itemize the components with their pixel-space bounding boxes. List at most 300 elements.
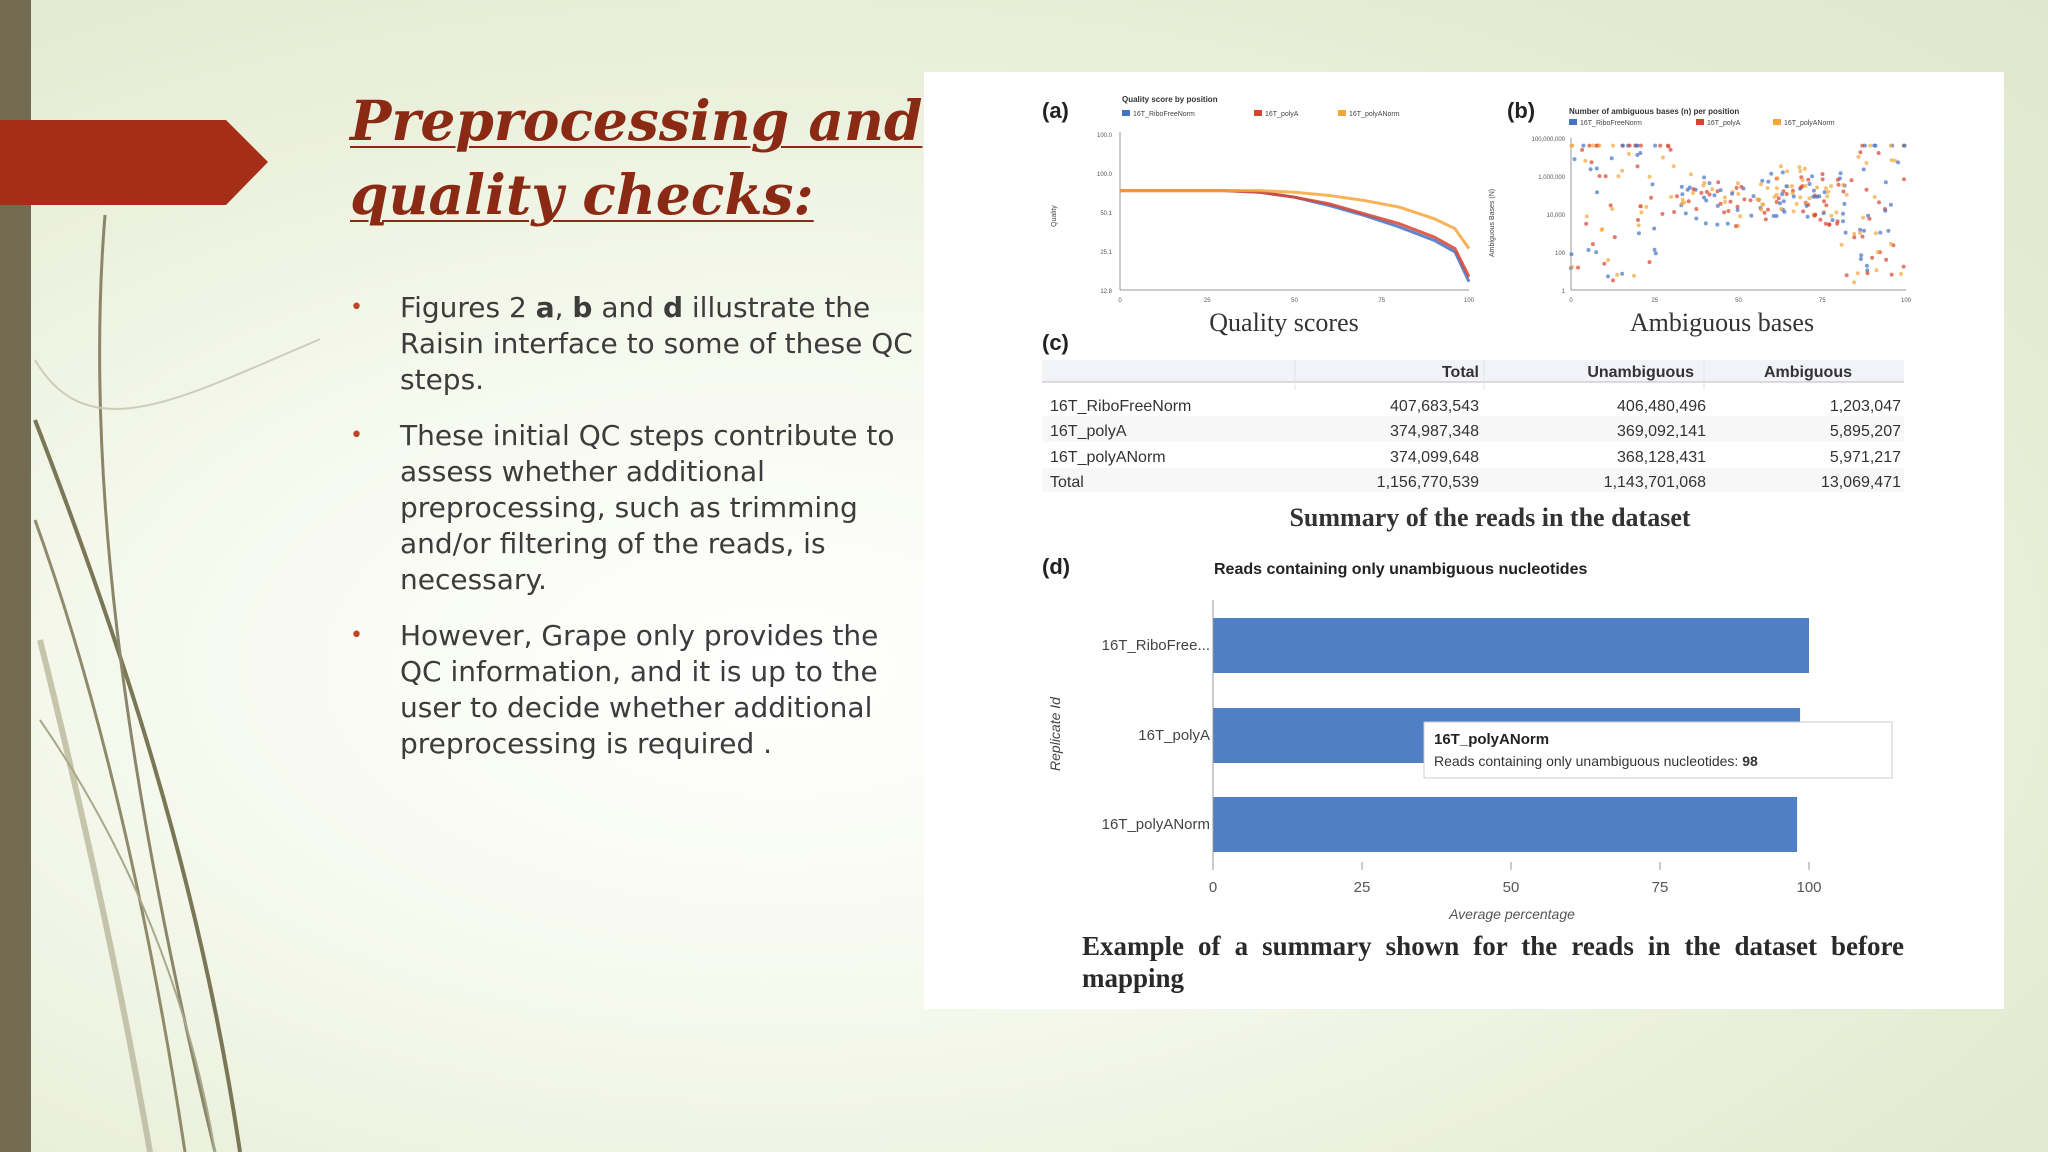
panel-b-point	[1584, 222, 1588, 226]
panel-b-point	[1591, 242, 1595, 246]
legend-swatch-red	[1696, 119, 1704, 125]
tooltip-value: 98	[1742, 753, 1758, 769]
panel-d-category-label: 16T_RiboFree...	[1101, 637, 1210, 654]
panel-b-point	[1806, 215, 1810, 219]
panel-b-point	[1627, 152, 1631, 156]
panel-b-point	[1694, 207, 1698, 211]
panel-b-point	[1896, 160, 1900, 164]
legend-swatch-orange	[1338, 110, 1346, 116]
title-line-2: quality checks:	[350, 162, 814, 227]
panel-b-point	[1639, 204, 1643, 208]
panel-b-point	[1635, 144, 1639, 148]
panel-b-point	[1779, 164, 1783, 168]
panel-b-point	[1606, 274, 1610, 278]
table-cell: 5,971,217	[1829, 449, 1901, 466]
panel-b-point	[1834, 210, 1838, 214]
panel-b-legend-2: 16T_polyA	[1707, 120, 1741, 127]
panel-a-series-line	[1120, 191, 1469, 282]
panel-b-point	[1759, 208, 1763, 212]
table-row	[1042, 442, 1904, 468]
panel-a-xticks	[1118, 298, 1474, 304]
panel-b-point	[1570, 252, 1574, 256]
panel-d-xtick-label: 100	[1796, 879, 1822, 896]
panel-a-ylabel: Quality	[1051, 205, 1058, 227]
panel-b-point	[1873, 195, 1877, 199]
panel-b-ytick-label: 1,000,000	[1538, 175, 1565, 181]
panel-a-legend-3: 16T_polyANorm	[1349, 111, 1400, 118]
panel-b-xtick-label: 100	[1900, 298, 1912, 304]
panel-a-ytick-label: 50.1	[1100, 211, 1112, 217]
panel-b-point	[1852, 232, 1856, 236]
panel-b-point	[1591, 144, 1595, 148]
table-row	[1042, 416, 1904, 442]
tooltip-text	[1434, 753, 1758, 769]
panel-b-point	[1684, 211, 1688, 215]
panel-b-point	[1821, 172, 1825, 176]
panel-b-point	[1841, 212, 1845, 216]
panel-b-point	[1861, 235, 1865, 239]
panel-b-point	[1636, 218, 1640, 222]
panel-b-point	[1637, 231, 1641, 235]
panel-b-point	[1798, 169, 1802, 173]
panel-b-point	[1824, 203, 1828, 207]
panel-b-point	[1874, 231, 1878, 235]
panel-d-tooltip	[1424, 722, 1892, 778]
panel-a-ytick-label: 100.0	[1096, 133, 1112, 139]
panel-b-point	[1708, 193, 1712, 197]
panel-b-point	[1716, 180, 1720, 184]
panel-b-point	[1672, 164, 1676, 168]
panel-b-label: (b)	[1507, 98, 1536, 123]
panel-b-point	[1865, 188, 1869, 192]
panel-b-point	[1842, 202, 1846, 206]
figure-graphic	[924, 72, 2004, 1009]
panel-b-title: Number of ambiguous bases (n) per position	[1569, 107, 1740, 116]
table-cell: 5,895,207	[1829, 423, 1901, 440]
panel-b-point	[1576, 266, 1580, 270]
figure-panel	[924, 72, 2004, 1009]
bullet-1-text-pre: Figures 2	[400, 291, 536, 324]
panel-b-point	[1780, 192, 1784, 196]
panel-b-point	[1716, 189, 1720, 193]
panel-b-point	[1769, 172, 1773, 176]
bullet-dot: •	[350, 295, 363, 320]
panel-b-point	[1729, 200, 1733, 204]
panel-b-point	[1648, 260, 1652, 264]
panel-b-point	[1868, 144, 1872, 148]
panel-b-point	[1889, 242, 1893, 246]
panel-a-yticks	[1097, 133, 1113, 295]
panel-c-label: (c)	[1042, 330, 1069, 355]
panel-b-points	[1569, 144, 1907, 285]
panel-b-point	[1652, 227, 1656, 231]
panel-b-point	[1735, 186, 1739, 190]
panel-a-ytick-label: 25.1	[1100, 250, 1112, 256]
panel-b-point	[1836, 178, 1840, 182]
legend-swatch-blue	[1569, 119, 1577, 125]
table-body	[1042, 390, 1904, 492]
panel-b-point	[1749, 198, 1753, 202]
panel-b-point	[1860, 144, 1864, 148]
panel-b-point	[1726, 222, 1730, 226]
panel-b-yticks	[1532, 137, 1566, 295]
panel-b-point	[1616, 174, 1620, 178]
panel-b-point	[1865, 161, 1869, 165]
bullet-item-1	[342, 290, 922, 398]
panel-b-point	[1699, 191, 1703, 195]
panel-b-point	[1702, 181, 1706, 185]
panel-b-point	[1760, 179, 1764, 183]
panel-b-point	[1680, 192, 1684, 196]
bullet-dot: •	[350, 423, 363, 448]
panel-b-point	[1818, 218, 1822, 222]
panel-b-legend	[1569, 119, 1835, 127]
panel-b-point	[1902, 144, 1906, 148]
panel-b-point	[1850, 178, 1854, 182]
panel-b-point	[1792, 195, 1796, 199]
panel-d-bar	[1213, 618, 1809, 673]
table-cell: 368,128,431	[1617, 449, 1706, 466]
panel-b-point	[1775, 186, 1779, 190]
panel-a-ytick-label: 100.0	[1096, 172, 1112, 178]
panel-b-point	[1723, 200, 1727, 204]
table-cell: 1,156,770,539	[1376, 474, 1479, 491]
panel-b-point	[1822, 211, 1826, 215]
panel-b-point	[1797, 165, 1801, 169]
panel-b-point	[1704, 199, 1708, 203]
panel-b-point	[1824, 222, 1828, 226]
panel-b-point	[1680, 185, 1684, 189]
panel-d-category-label: 16T_polyANorm	[1101, 816, 1210, 833]
panel-b-point	[1569, 144, 1573, 148]
panel-b-point	[1866, 271, 1870, 275]
panel-a-xtick-label: 50	[1291, 298, 1298, 304]
bullet-1-sep-1: ,	[554, 291, 573, 324]
panel-b-point	[1573, 157, 1577, 161]
panel-b-point	[1829, 214, 1833, 218]
panel-b-point	[1723, 196, 1727, 200]
panel-b-point	[1689, 172, 1693, 176]
table-cell: 369,092,141	[1617, 423, 1706, 440]
panel-b-point	[1829, 184, 1833, 188]
panel-b-point	[1856, 271, 1860, 275]
panel-b-point	[1806, 178, 1810, 182]
panel-b-point	[1763, 211, 1767, 215]
panel-d-xlabel: Average percentage	[1449, 906, 1575, 922]
panel-b-point	[1615, 273, 1619, 277]
panel-b-legend-3: 16T_polyANorm	[1784, 120, 1835, 127]
panel-b-xtick-label: 50	[1735, 298, 1742, 304]
panel-b-point	[1883, 209, 1887, 213]
panel-b-point	[1807, 196, 1811, 200]
panel-d-xticks	[1209, 862, 1822, 896]
panel-b-point	[1822, 199, 1826, 203]
panel-d-title: Reads containing only unambiguous nucleotides	[1214, 561, 1588, 578]
panel-b-point	[1585, 214, 1589, 218]
panel-b-xtick-label: 0	[1569, 298, 1573, 304]
panel-b-point	[1694, 217, 1698, 221]
panel-b-point	[1658, 144, 1662, 148]
bullet-dot: •	[350, 623, 363, 648]
panel-b-point	[1862, 167, 1866, 171]
panel-b-point	[1878, 231, 1882, 235]
panel-b-point	[1876, 250, 1880, 254]
panel-b-xtick-label: 25	[1651, 298, 1659, 304]
panel-b-point	[1865, 264, 1869, 268]
panel-d-category-label: 16T_polyA	[1138, 727, 1210, 744]
panel-b-point	[1660, 212, 1664, 216]
table-cell: 16T_RiboFreeNorm	[1050, 398, 1192, 415]
panel-b-point	[1902, 177, 1906, 181]
panel-b-point	[1841, 183, 1845, 187]
panel-b-point	[1884, 180, 1888, 184]
panel-b-point	[1801, 209, 1805, 213]
panel-a-legend-2: 16T_polyA	[1265, 111, 1299, 118]
bullet-1-bold-a: a	[535, 291, 555, 324]
panel-b-point	[1609, 203, 1613, 207]
panel-a-series-line	[1120, 191, 1469, 249]
panel-b-point	[1752, 194, 1756, 198]
panel-a-legend	[1122, 110, 1400, 118]
panel-d-xtick-label: 50	[1502, 879, 1520, 896]
panel-b-point	[1804, 184, 1808, 188]
panel-b-point	[1812, 189, 1816, 193]
panel-b-point	[1639, 144, 1643, 148]
panel-b-ytick-label: 10,000	[1546, 213, 1565, 219]
panel-b-point	[1825, 194, 1829, 198]
panel-b-point	[1844, 231, 1848, 235]
panel-b-xtick-label: 75	[1818, 298, 1826, 304]
panel-b-point	[1902, 265, 1906, 269]
table-cell: 16T_polyANorm	[1050, 449, 1166, 466]
panel-b-point	[1600, 228, 1604, 232]
panel-b-point	[1739, 185, 1743, 189]
panel-b-point	[1792, 209, 1796, 213]
panel-b-point	[1803, 167, 1807, 171]
panel-b-point	[1859, 253, 1863, 257]
panel-b-point	[1639, 210, 1643, 214]
panel-b-point	[1884, 258, 1888, 262]
panel-b-point	[1672, 210, 1676, 214]
table-row	[1042, 468, 1904, 492]
panel-b-point	[1628, 144, 1632, 148]
figure-caption: Example of a summary shown for the reads in the dataset before mapping	[1082, 931, 1904, 993]
panel-b-point	[1773, 195, 1777, 199]
panel-a-xtick-label: 100	[1463, 298, 1475, 304]
bullet-item-2	[342, 418, 922, 598]
panel-b-point	[1620, 272, 1624, 276]
panel-b-point	[1766, 208, 1770, 212]
panel-b-legend-1: 16T_RiboFreeNorm	[1580, 120, 1642, 127]
panel-a-legend-1: 16T_RiboFreeNorm	[1133, 111, 1195, 118]
table-cell: 406,480,496	[1617, 398, 1706, 415]
panel-b-point	[1831, 218, 1835, 222]
panel-d-xtick-label: 25	[1353, 879, 1371, 896]
bullet-1-bold-d: d	[662, 291, 683, 324]
panel-b-point	[1858, 231, 1862, 235]
panel-b-point	[1840, 243, 1844, 247]
table-row	[1042, 390, 1904, 416]
panel-b-ytick-label: 1	[1561, 289, 1565, 295]
panel-b-point	[1610, 207, 1614, 211]
panel-b-point	[1813, 214, 1817, 218]
panel-b-ylabel: Ambiguous Bases (N)	[1489, 188, 1496, 257]
panel-b-point	[1649, 196, 1653, 200]
panel-b-point	[1581, 144, 1585, 148]
panel-b-point	[1841, 219, 1845, 223]
panel-b-point	[1688, 186, 1692, 190]
panel-b-point	[1620, 169, 1624, 173]
panel-b-point	[1734, 224, 1738, 228]
panel-b-point	[1594, 250, 1598, 254]
panel-b-point	[1755, 197, 1759, 201]
panel-b-point	[1749, 214, 1753, 218]
panel-b-point	[1781, 170, 1785, 174]
panel-b-point	[1821, 177, 1825, 181]
panel-a-caption: Quality scores	[1209, 308, 1359, 337]
panel-b-point	[1837, 183, 1841, 187]
bullet-list	[342, 290, 922, 782]
panel-b-point	[1824, 186, 1828, 190]
panel-b-point	[1704, 221, 1708, 225]
panel-b-point	[1570, 265, 1574, 269]
panel-b-point	[1777, 196, 1781, 200]
panel-b-point	[1669, 148, 1673, 152]
legend-swatch-blue	[1122, 110, 1130, 116]
panel-b-point	[1890, 158, 1894, 162]
panel-b-point	[1730, 192, 1734, 196]
panel-b-point	[1877, 151, 1881, 155]
panel-b-point	[1811, 195, 1815, 199]
panel-b-ytick-label: 100	[1554, 251, 1565, 257]
panel-b-point	[1862, 229, 1866, 233]
panel-b-point	[1583, 159, 1587, 163]
panel-b-point	[1815, 186, 1819, 190]
panel-b-point	[1580, 148, 1584, 152]
panel-b-point	[1598, 174, 1602, 178]
panel-b-point	[1610, 156, 1614, 160]
panel-b-point	[1775, 214, 1779, 218]
panel-b-point	[1589, 167, 1593, 171]
panel-b-point	[1877, 200, 1881, 204]
panel-a-label: (a)	[1042, 98, 1069, 123]
panel-b-point	[1801, 178, 1805, 182]
bullet-1-sep-2: and	[592, 291, 663, 324]
panel-b-point	[1861, 216, 1865, 220]
table-cell: Total	[1050, 474, 1084, 491]
panel-a-xtick-label: 0	[1118, 298, 1122, 304]
panel-b-point	[1680, 202, 1684, 206]
panel-b-point	[1760, 202, 1764, 206]
panel-a-lines	[1120, 191, 1469, 282]
panel-b-point	[1736, 205, 1740, 209]
panel-b-point	[1890, 273, 1894, 277]
panel-b-point	[1815, 195, 1819, 199]
panel-b-point	[1653, 248, 1657, 252]
panel-b-point	[1661, 156, 1665, 160]
panel-b-point	[1839, 171, 1843, 175]
table-cell: 374,987,348	[1390, 423, 1479, 440]
legend-swatch-red	[1254, 110, 1262, 116]
panel-b-point	[1604, 174, 1608, 178]
panel-b-point	[1702, 175, 1706, 179]
panel-b-ytick-label: 100,000,000	[1531, 137, 1565, 143]
panel-d-xtick-label: 75	[1651, 879, 1669, 896]
panel-b-point	[1637, 223, 1641, 227]
panel-b-point	[1808, 182, 1812, 186]
panel-b-point	[1611, 278, 1615, 282]
panel-b-point	[1715, 223, 1719, 227]
table-header-unambiguous: Unambiguous	[1587, 364, 1694, 381]
panel-b-point	[1766, 186, 1770, 190]
panel-b-point	[1899, 272, 1903, 276]
panel-b-point	[1691, 191, 1695, 195]
panel-b-point	[1779, 207, 1783, 211]
title-line-1: Preprocessing and	[350, 88, 923, 153]
panel-b-point	[1722, 210, 1726, 214]
panel-b-point	[1595, 190, 1599, 194]
table-cell: 13,069,471	[1820, 474, 1901, 491]
panel-b-point	[1826, 190, 1830, 194]
panel-b-point	[1648, 175, 1652, 179]
panel-b-point	[1621, 144, 1625, 148]
panel-d-category-labels	[1102, 637, 1210, 833]
panel-b-point	[1889, 144, 1893, 148]
panel-b-point	[1858, 150, 1862, 154]
panel-b-point	[1875, 268, 1879, 272]
panel-b-point	[1738, 214, 1742, 218]
panel-b-point	[1726, 209, 1730, 213]
panel-b-point	[1782, 199, 1786, 203]
panel-b-point	[1805, 204, 1809, 208]
panel-b-point	[1611, 144, 1615, 148]
panel-b-point	[1823, 190, 1827, 194]
panel-b-caption: Ambiguous bases	[1629, 308, 1815, 337]
tooltip-title: 16T_polyANorm	[1434, 731, 1550, 748]
panel-b-point	[1606, 258, 1610, 262]
panel-b-point	[1653, 144, 1657, 148]
panel-b-point	[1845, 193, 1849, 197]
panel-b-point	[1651, 182, 1655, 186]
table-header-ambiguous: Ambiguous	[1764, 364, 1852, 381]
panel-b-point	[1736, 192, 1740, 196]
legend-swatch-orange	[1773, 119, 1781, 125]
panel-b-point	[1675, 194, 1679, 198]
panel-b-point	[1845, 273, 1849, 277]
panel-b-point	[1889, 203, 1893, 207]
panel-b-point	[1810, 174, 1814, 178]
panel-b-point	[1776, 176, 1780, 180]
panel-b-point	[1719, 202, 1723, 206]
panel-b-point	[1798, 195, 1802, 199]
panel-b-point	[1795, 202, 1799, 206]
panel-a-ytick-label: 12.8	[1100, 289, 1112, 295]
panel-b-point	[1681, 198, 1685, 202]
bullet-1-bold-b: b	[572, 291, 593, 324]
panel-b-point	[1886, 229, 1890, 233]
panel-b-point	[1691, 187, 1695, 191]
panel-b-point	[1759, 182, 1763, 186]
panel-b-point	[1632, 274, 1636, 278]
panel-b-point	[1785, 192, 1789, 196]
panel-b-point	[1859, 257, 1863, 261]
panel-d-ylabel: Replicate Id	[1047, 697, 1063, 771]
panel-a-xtick-label: 25	[1203, 298, 1211, 304]
panel-b-point	[1613, 235, 1617, 239]
panel-a-xtick-label: 75	[1378, 298, 1386, 304]
panel-b-point	[1827, 223, 1831, 227]
panel-b-point	[1870, 256, 1874, 260]
